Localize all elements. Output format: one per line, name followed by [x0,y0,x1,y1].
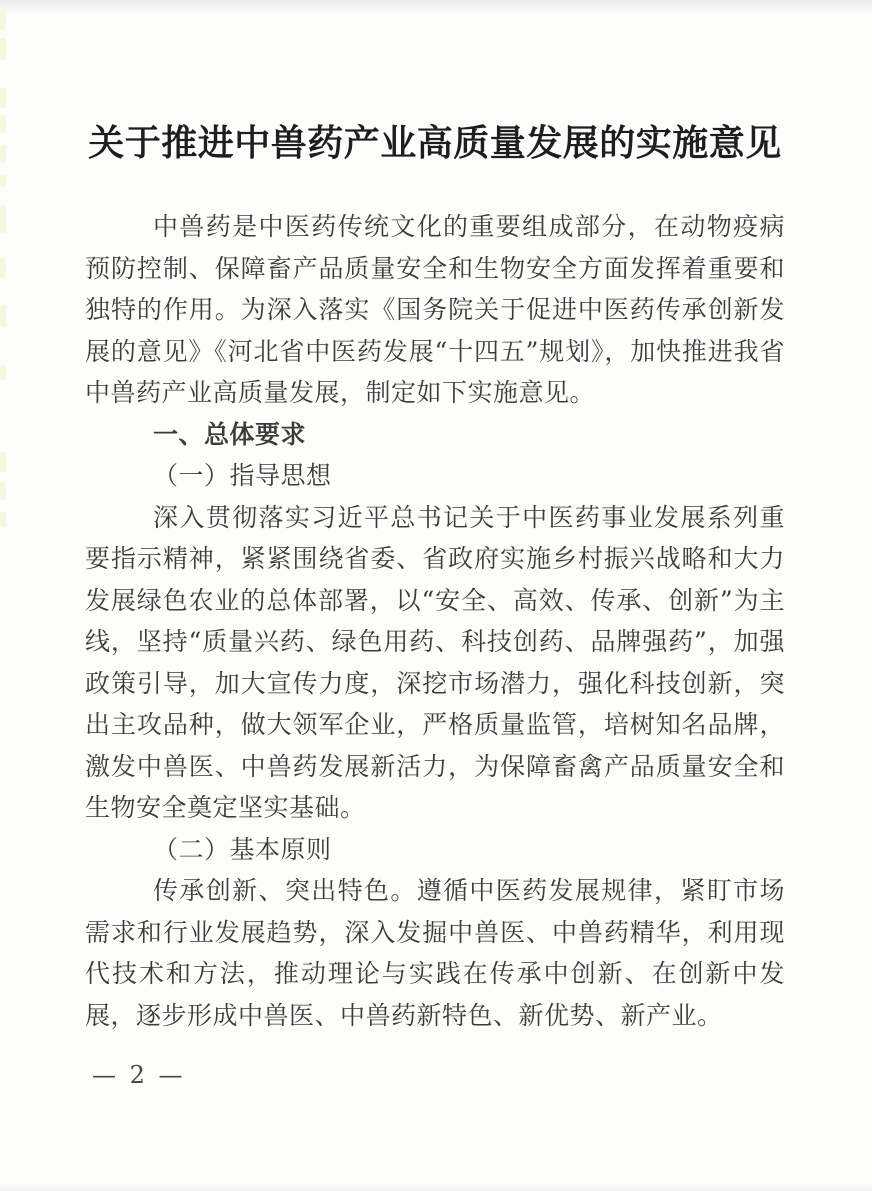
scan-mark [0,482,6,500]
scan-mark [0,175,6,187]
subsection-heading-basic-principles: （二）基本原则 [153,834,332,864]
scan-mark [0,8,6,30]
scan-mark [0,88,6,108]
scan-mark [0,452,6,472]
paragraph-intro: 中兽药是中医药传统文化的重要组成部分，在动物疫病预防控制、保障畜产品质量安全和生物安全方面发挥着重要和独特的作用。为深入落实《国务院关于促进中医药传承创新发展的意见》《河北省中医药发展“十四五”规划》，加快推进我省中兽药产业高质量发展，制定如下实施意见。 [85,212,785,407]
paragraph-basic-principles: 传承创新、突出特色。遵循中医药发展规律，紧盯市场需求和行业发展趋势，深入发掘中兽医、中兽药精华，利用现代技术和方法，推动理论与实践在传承中创新、在创新中发展，逐步形成中兽医、中兽药新特色、新优势、新产业。 [85,876,785,1030]
scan-mark [0,512,6,527]
scan-mark [0,365,6,380]
scan-mark [0,115,6,133]
scan-shadow-bottom [0,1183,872,1191]
scan-shadow-top [0,0,872,14]
scan-mark [0,145,6,163]
page-number: — 2 — [92,1061,186,1089]
document-body [85,116,785,1036]
scan-mark [0,305,6,327]
subsection-heading-guiding-ideology: （一）指导思想 [153,461,332,490]
scan-mark [0,258,6,278]
paragraph-guiding-ideology: 深入贯彻落实习近平总书记关于中医药事业发展系列重要指示精神，紧紧围绕省委、省政府实施乡村振兴战略和大力发展绿色农业的总体部署，以“安全、高效、传承、创新”为主线，坚持“质量兴药、绿色用药、科技创药、品牌强药”，加强政策引导，加大宣传力度，深挖市场潜力，强化科技创新，突出主攻品种，做大领军企业，严格质量监管，培树知名品牌，激发中兽医、中兽药发展新活力，为保障畜禽产品质量安全和生物安全奠定坚实基础。 [85,502,785,822]
scan-mark [0,38,6,60]
scan-mark [0,205,6,233]
document-title: 关于推进中兽药产业高质量发展的实施意见 [88,122,782,164]
section-heading-overall-requirements: 一、总体要求 [153,419,307,449]
